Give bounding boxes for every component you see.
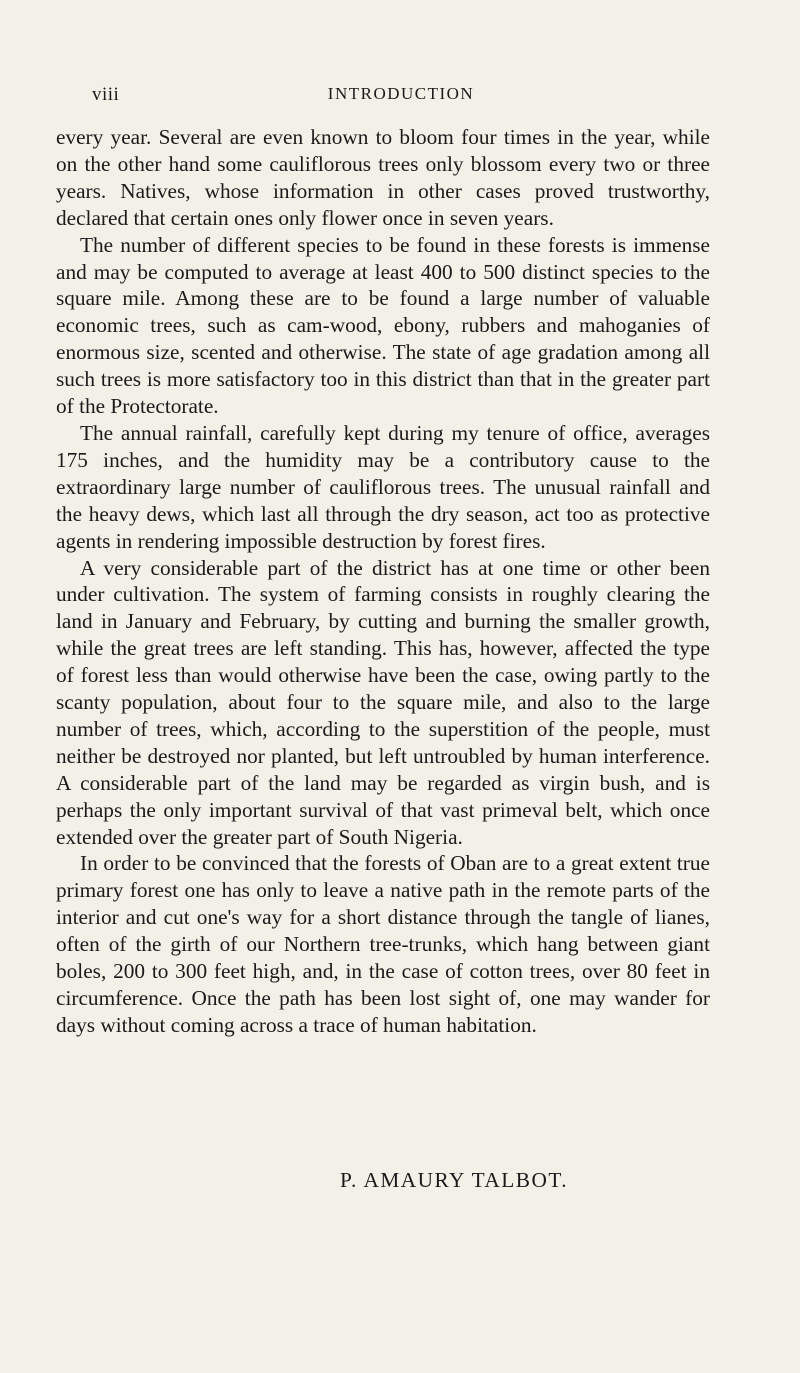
page-number: viii <box>92 84 120 105</box>
running-head: INTRODUCTION <box>327 84 475 103</box>
paragraph-cultivation: A very considerable part of the district has at one time or other been under cultivation. The system of farming consists in roughly clearing the land in January and February, by cutting and burning the smaller growth, while the great trees are left standing. This has, however, affected the type of forest less than would otherwise have been the case, owing partly to the scanty population, about four to the square mile, and also to the large number of trees, which, according to the superstition of the people, must neither be destroyed nor planted, but left untroubled by human interference. A considerable part of the land may be regarded as virgin bush, and is perhaps the only important survival of that vast primeval belt, which once extended over the greater part of South Nigeria. <box>56 555 710 849</box>
author-signature: P. AMAURY TALBOT. <box>340 1168 569 1192</box>
page-header <box>92 84 710 112</box>
paragraph-rainfall: The annual rainfall, carefully kept during my tenure of office, averages 175 inches, and the humidity may be a contributory cause to the extraordinary large number of cauliflorous trees. The unusual rainfall and the heavy dews, which last all through the dry season, act too as protective agents in rendering impossible destruction by forest fires. <box>56 420 710 553</box>
paragraph-primary-forest: In order to be convinced that the forests of Oban are to a great extent true primary forest one has only to leave a native path in the remote parts of the interior and cut one's way for a short distance through the tangle of lianes, often of the girth of our Northern tree-trunks, which hang between giant boles, 200 to 300 feet high, and, in the case of cotton trees, over 80 feet in circumference. Once the path has been lost sight of, one may wander for days without coming across a trace of human habitation. <box>56 851 710 1037</box>
paragraph-species: The number of different species to be found in these forests is immense and may be computed to average at least 400 to 500 distinct species to the square mile. Among these are to be found a large number of valuable economic trees, such as cam-wood, ebony, rubbers and mahoganies of enormous size, scented and otherwise. The state of age gradation among all such trees is more satisfactory too in this district than that in the greater part of the Protectorate. <box>56 232 710 419</box>
body-text <box>56 124 710 1039</box>
paragraph-continuation: every year. Several are even known to bloom four times in the year, while on the other hand some cauliflorous trees only blossom every two or three years. Natives, whose information in other cases proved trustworthy, declared that certain ones only flower once in seven years. <box>56 125 710 230</box>
